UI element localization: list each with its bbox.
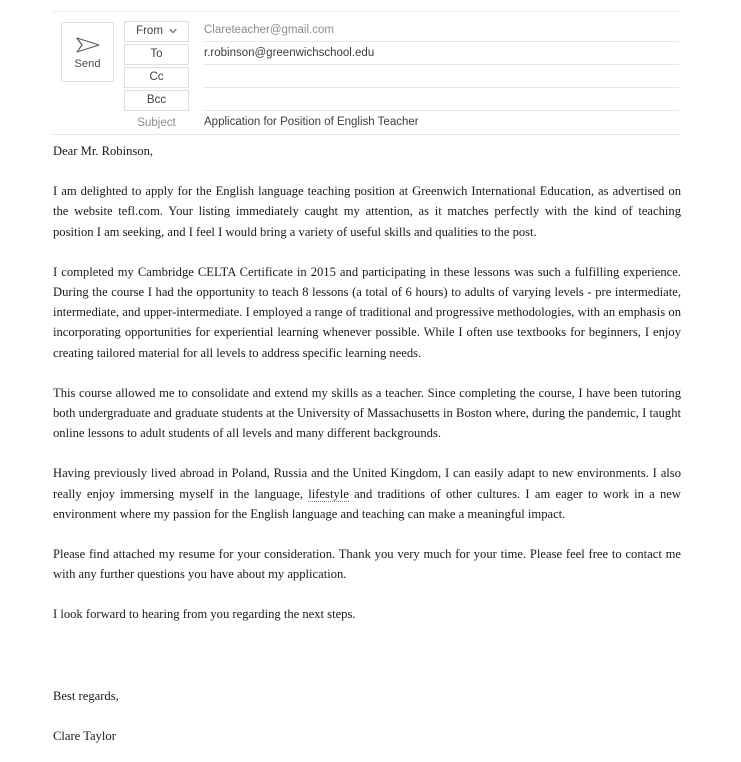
subject-label: Subject: [137, 116, 176, 129]
recipient-fields: [124, 21, 679, 136]
bcc-button[interactable]: [124, 90, 189, 111]
body-paragraph-5: Please find attached my resume for your consideration. Thank you very much for your time. Please feel free to contact me with any further questions you have about my application.: [53, 547, 681, 582]
field-row-bcc: [124, 90, 679, 113]
body-paragraph-1: I am delighted to apply for the English language teaching position at Greenwich International Education, as advertised on the website tefl.com. Your listing immediately caught my attention, as it matches perfectly with the kind of teaching position I am seeking, and I feel I would bring a variety of useful skills and qualities to the post.: [53, 184, 681, 239]
chevron-down-icon: [169, 27, 177, 35]
bcc-input[interactable]: [203, 90, 679, 111]
cc-button[interactable]: [124, 67, 189, 88]
paragraph-4-text-after: and traditions of other cultures. I am eager to work in a new environment where my passion for the English language and teaching can make a meaningful impact.: [53, 486, 681, 521]
field-row-subject: [124, 113, 679, 136]
from-value[interactable]: Clareteacher@gmail.com: [203, 21, 679, 42]
to-input[interactable]: r.robinson@greenwichschool.edu: [203, 44, 679, 65]
paragraph-4-text-before: Having previously lived abroad in Poland, Russia and the United Kingdom, I can easily adapt to new environments. I also really enjoy immersing myself in the language,: [53, 466, 681, 501]
from-button-label: From: [136, 24, 163, 37]
email-body[interactable]: [53, 141, 681, 746]
subject-input[interactable]: Application for Position of English Teacher: [204, 116, 419, 128]
sign-off: Best regards,: [53, 688, 119, 703]
send-button-label: Send: [74, 57, 101, 70]
compose-header: [52, 11, 679, 135]
signature-spacer: [53, 645, 681, 686]
cc-input[interactable]: [203, 67, 679, 88]
spelling-suggestion-lifestyle[interactable]: lifestyle: [308, 486, 349, 501]
from-button[interactable]: [124, 21, 189, 42]
body-paragraph-2: I completed my Cambridge CELTA Certificate in 2015 and participating in these lessons was such a fulfilling experience. During the course I had the opportunity to teach 8 lessons (a total of 6 hours) to adults of varying levels - pre intermediate, intermediate, and upper-intermediate. I employed a range of traditional and progressive methodologies, with an emphasis on incorporating opportunities for experiential learning whenever possible. While I often use textbooks for beginners, I enjoy creating tailored material for all levels to address specific learning needs.: [53, 264, 681, 360]
to-button[interactable]: [124, 44, 189, 65]
field-row-cc: [124, 67, 679, 90]
body-paragraph-6: I look forward to hearing from you regarding the next steps.: [53, 607, 356, 622]
bcc-button-label: Bcc: [146, 93, 167, 106]
signature-name: Clare Taylor: [53, 728, 116, 743]
cc-button-label: Cc: [149, 70, 164, 83]
salutation: Dear Mr. Robinson,: [53, 144, 154, 158]
body-paragraph-4: [53, 463, 681, 524]
send-button[interactable]: [61, 22, 114, 82]
field-row-to: [124, 44, 679, 67]
body-paragraph-3: This course allowed me to consolidate and extend my skills as a teacher. Since completing the course, I have been tutoring both undergraduate and graduate students at the University of Massachusetts in Boston where, during the pandemic, I taught online lessons to adult students of all levels and many different backgrounds.: [53, 385, 681, 441]
to-button-label: To: [150, 47, 163, 60]
field-row-from: [124, 21, 679, 44]
paper-plane-icon: [75, 35, 101, 55]
